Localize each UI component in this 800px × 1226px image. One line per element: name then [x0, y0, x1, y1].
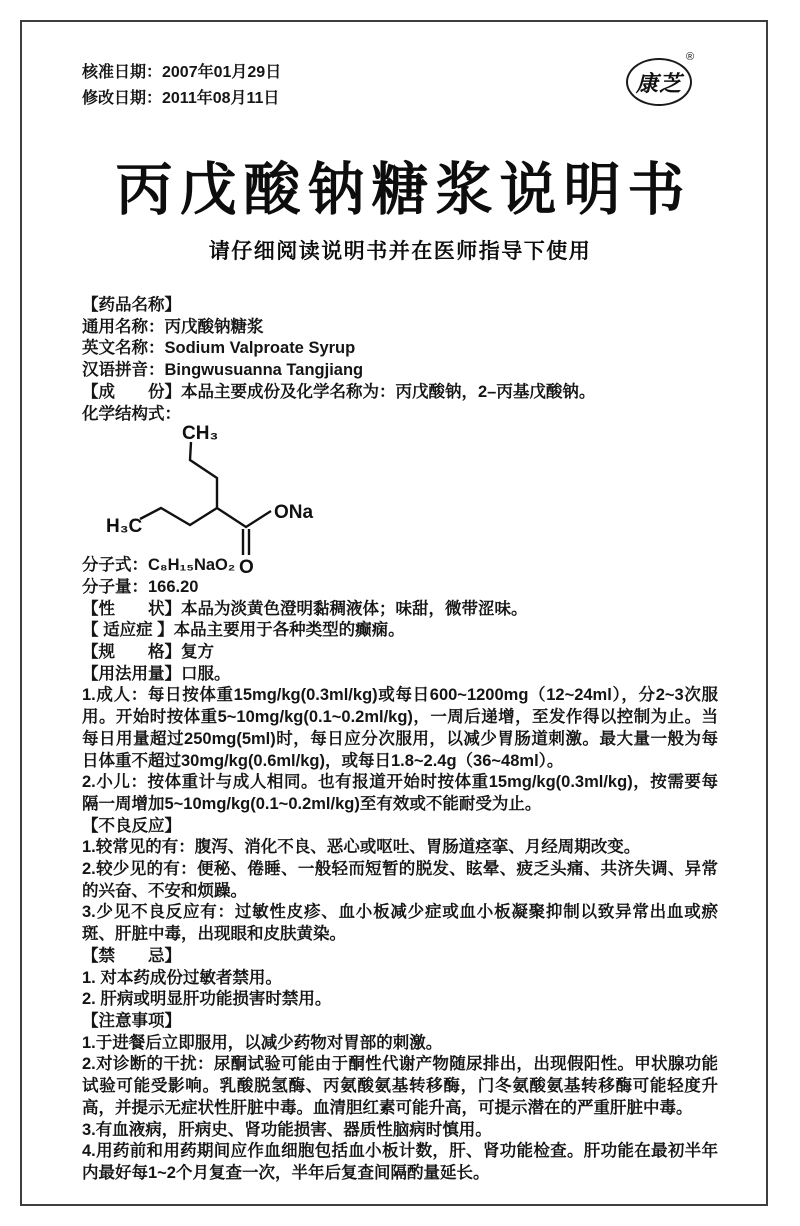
section-drug-name-heading: 【药品名称】 [82, 296, 181, 314]
chemical-structure-drawing [94, 415, 334, 580]
precaution-4: 4.用药前和用药期间应作血细胞包括血小板计数，肝、肾功能检查。肝功能在最初半年内最好每1~2个月复查一次，半年后复查间隔酌量延长。 [82, 1142, 718, 1182]
dosage-children: 2.小儿：按体重计与成人相同。也有报道开始时按体重15mg/kg(0.3ml/kg)，按需要每隔一周增加5~10mg/kg(0.1~0.2ml/kg)至有效或不能耐受为止。 [82, 773, 718, 813]
page-content [22, 22, 766, 1204]
section-precautions-heading: 【注意事项】 [82, 1011, 181, 1030]
section-properties: 【性 状】本品为淡黄色澄明黏稠液体；味甜，微带涩味。 [82, 599, 528, 618]
registered-trademark-icon: ® [686, 51, 695, 63]
section-dosage-heading: 【用法用量】口服。 [82, 664, 231, 683]
section-specification: 【规 格】复方 [82, 643, 214, 662]
section-indications: 【 适应症 】本品主要用于各种类型的癫痫。 [82, 621, 405, 640]
precaution-1: 1.于进餐后立即服用，以减少药物对胃部的刺激。 [82, 1033, 443, 1052]
chem-structure-caption: 化学结构式： [82, 404, 181, 423]
brand-logo-ellipse [626, 58, 692, 106]
contraindication-2: 2. 肝病或明显肝功能损害时禁用。 [82, 990, 332, 1009]
molecular-formula-line: 分子式：C₈H₁₅NaO₂ [82, 556, 236, 575]
document-title: 丙戊酸钠糖浆说明书 [115, 158, 692, 222]
section-contraindications-heading: 【禁 忌】 [82, 946, 181, 965]
section-adverse-reactions-heading: 【不良反应】 [82, 816, 181, 835]
revision-date: 修改日期：2011年08月11日 [82, 90, 280, 107]
page-border-frame [20, 20, 768, 1206]
pinyin-name-line: 汉语拼音：Bingwusuanna Tangjiang [82, 361, 364, 380]
precaution-3: 3.有血液病，肝病史、肾功能损害、器质性脑病时慎用。 [82, 1120, 492, 1139]
date-block [82, 60, 718, 112]
generic-name-line: 通用名称：丙戊酸钠糖浆 [82, 317, 264, 336]
approval-date: 核准日期：2007年01月29日 [82, 64, 282, 81]
document-subtitle: 请仔细阅读说明书并在医师指导下使用 [208, 240, 592, 263]
adverse-common: 1.较常见的有：腹泻、消化不良、恶心或呕吐、胃肠道痉挛、月经周期改变。 [82, 838, 641, 857]
label-left-methyl: H₃C [106, 516, 143, 538]
brand-logo-text: 康芝 [635, 70, 682, 97]
english-name-line: 英文名称：Sodium Valproate Syrup [82, 339, 356, 358]
dosage-adult: 1.成人：每日按体重15mg/kg(0.3ml/kg)或每日600~1200mg（12~24ml），分2~3次服用。开始时按体重5~10mg/kg(0.1~0.2ml/kg)，一周后递增，至发作得以控制为止。当每日用量超过250mg(5ml)时，每日应分次服用，以减少胃肠道刺激。最大量一般为每日体重不超过30mg/kg(0.6ml/kg)，或每日1.8~2.4g（36~48ml）。 [82, 686, 718, 770]
molecular-weight-line: 分子量：166.20 [82, 577, 199, 596]
label-sodium-carboxylate: ONa [274, 502, 314, 524]
section-composition: 【成 份】本品主要成份及化学名称为：丙戊酸钠，2–丙基戊酸钠。 [82, 382, 596, 401]
label-carbonyl-oxygen: O [239, 557, 254, 579]
document-body [82, 295, 718, 1185]
precaution-2: 2.对诊断的干扰：尿酮试验可能由于酮性代谢产物随尿排出，出现假阳性。甲状腺功能试验可能受影响。乳酸脱氢酶、丙氨酸氨基转移酶，门冬氨酸氨基转移酶可能轻度升高，并提示无症状性肝脏中毒。血清胆红素可能升高，可提示潜在的严重肝脏中毒。 [82, 1055, 718, 1117]
label-top-methyl: CH₃ [182, 423, 219, 445]
brand-logo [626, 51, 702, 110]
contraindication-1: 1. 对本药成份过敏者禁用。 [82, 968, 282, 987]
adverse-rare: 3.少见不良反应有：过敏性皮疹、血小板减少症或血小板凝聚抑制以致异常出血或瘀斑、肝脏中毒，出现眼和皮肤黄染。 [82, 903, 718, 944]
adverse-less-common: 2.较少见的有：便秘、倦睡、一般轻而短暂的脱发、眩晕、疲乏头痛、共济失调、异常的兴奋、不安和烦躁。 [82, 860, 718, 900]
